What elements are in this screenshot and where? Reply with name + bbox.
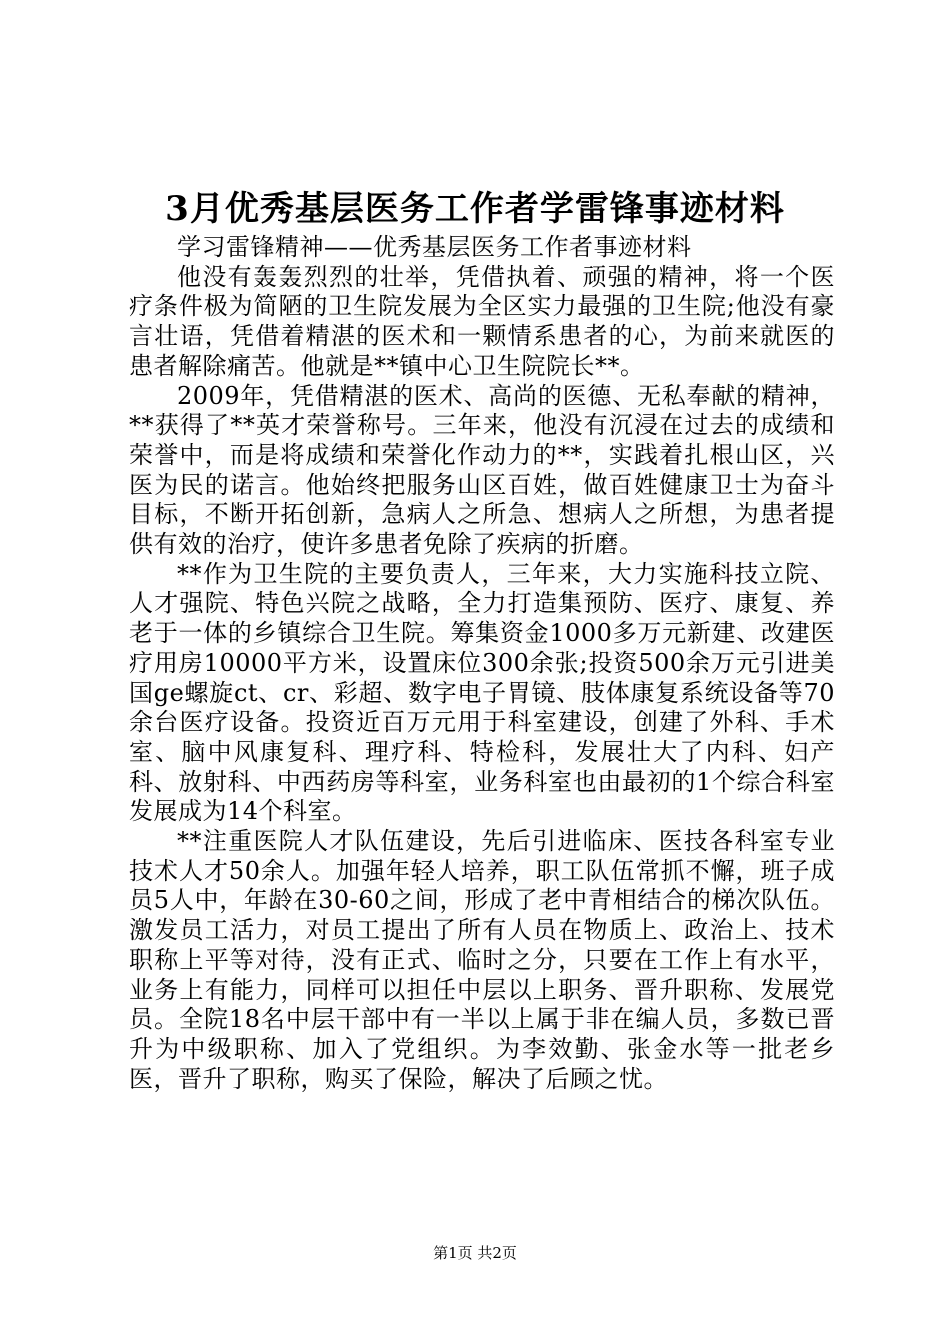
document-body [129, 233, 835, 1094]
body-paragraph: **作为卫生院的主要负责人，三年来，大力实施科技立院、人才强院、特色兴院之战略，全力打造集预防、医疗、康复、养老于一体的乡镇综合卫生院。筹集资金1000多万元新建、改建医疗用房10000平方米，设置床位300余张;投资500余万元引进美国ge螺旋ct、cr、彩超、数字电子胃镜、肢体康复系统设备等70余台医疗设备。投资近百万元用于科室建设，创建了外科、手术室、脑中风康复科、理疗科、特检科，发展壮大了内科、妇产科、放射科、中西药房等科室，业务科室也由最初的1个综合科室发展成为14个科室。 [129, 559, 835, 826]
page-number-footer: 第1页 共2页 [433, 1244, 517, 1262]
document-title: 3月优秀基层医务工作者学雷锋事迹材料 [165, 189, 785, 229]
body-paragraph: 他没有轰轰烈烈的壮举，凭借执着、顽强的精神，将一个医疗条件极为简陋的卫生院发展为全区实力最强的卫生院;他没有豪言壮语，凭借着精湛的医术和一颗情系患者的心，为前来就医的患者解除痛苦。他就是**镇中心卫生院院长**。 [129, 262, 835, 380]
body-paragraph: 2009年，凭借精湛的医术、高尚的医德、无私奉献的精神，**获得了**英才荣誉称号。三年来，他没有沉浸在过去的成绩和荣誉中，而是将成绩和荣誉化作动力的**，实践着扎根山区，兴医为民的诺言。他始终把服务山区百姓，做百姓健康卫士为奋斗目标，不断开拓创新，急病人之所急、想病人之所想，为患者提供有效的治疗，使许多患者免除了疾病的折磨。 [129, 381, 835, 559]
subtitle-paragraph: 学习雷锋精神——优秀基层医务工作者事迹材料 [177, 233, 692, 261]
body-paragraph: **注重医院人才队伍建设，先后引进临床、医技各科室专业技术人才50余人。加强年轻人培养，职工队伍常抓不懈，班子成员5人中，年龄在30-60之间，形成了老中青相结合的梯次队伍。激发员工活力，对员工提出了所有人员在物质上、政治上、技术职称上平等对待，没有正式、临时之分，只要在工作上有水平，业务上有能力，同样可以担任中层以上职务、晋升职称、发展党员。全院18名中层干部中有一半以上属于非在编人员，多数已晋升为中级职称、加入了党组织。为李效勤、张金水等一批老乡医，晋升了职称，购买了保险，解决了后顾之忧。 [129, 827, 835, 1093]
